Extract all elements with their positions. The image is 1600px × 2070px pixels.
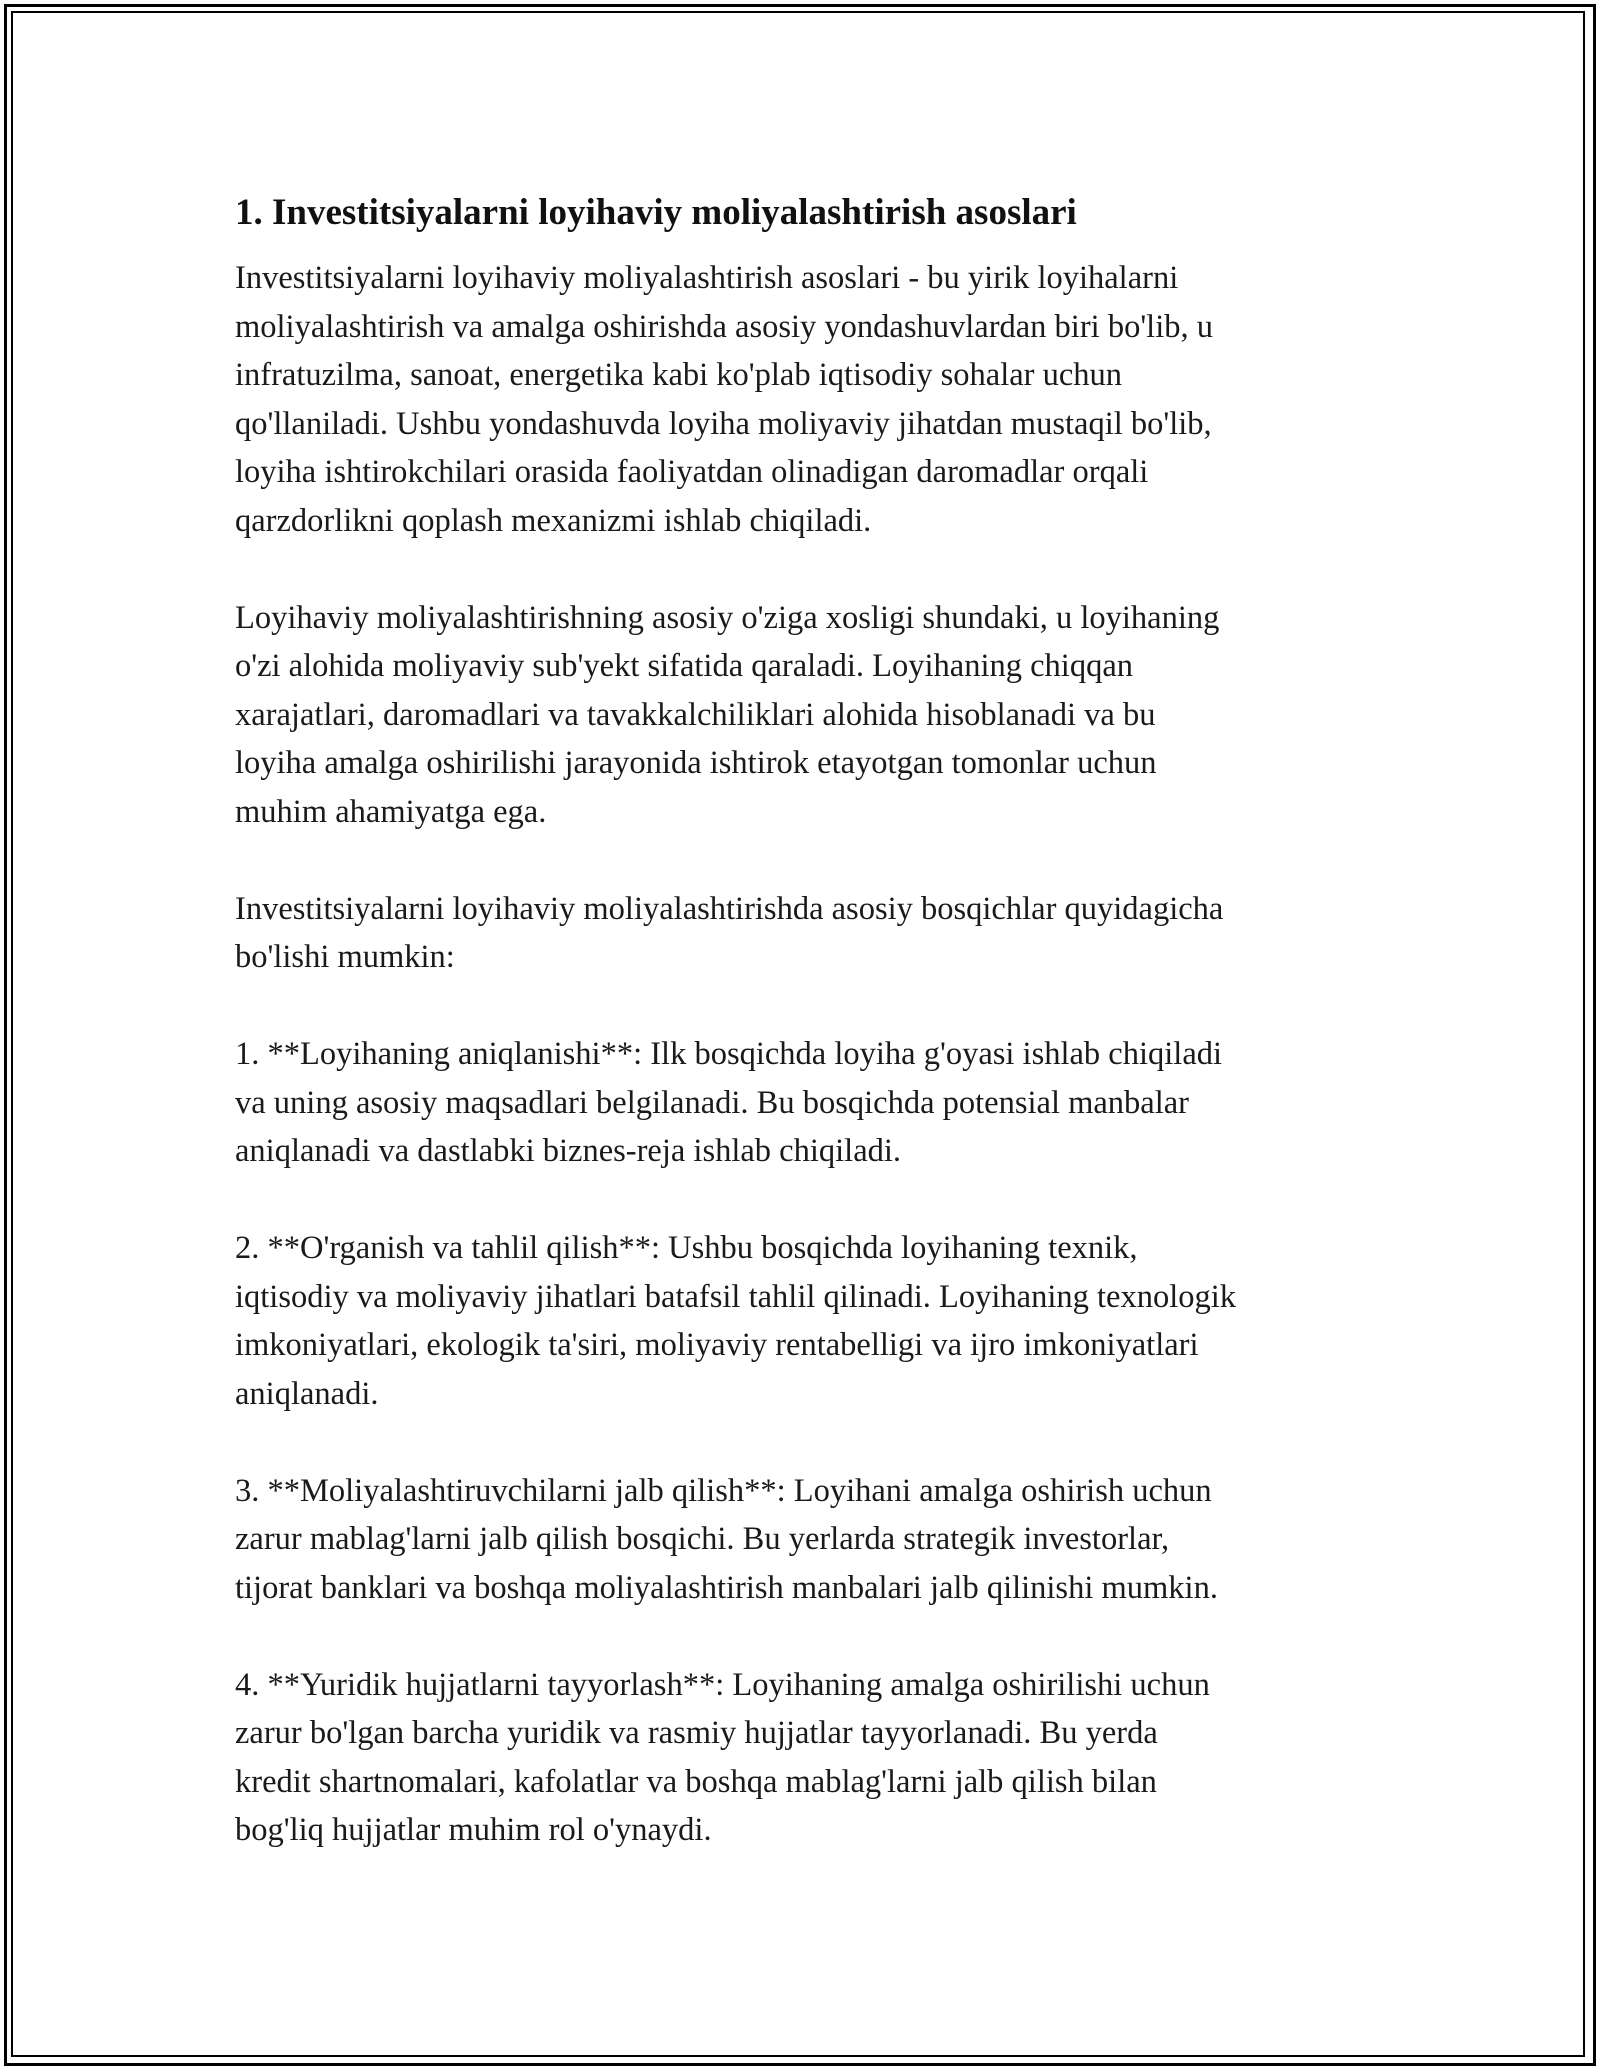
intro-paragraph: Investitsiyalarni loyihaviy moliyalashtirish asoslari - bu yirik loyihalarni moliyalashtirish va amalga oshirishda asosiy yondashuvlardan biri bo'lib, u infratuzilma, sanoat, energetika kabi ko'plab iqtisodiy sohalar uchun qo'llaniladi. Ushbu yondashuvda loyiha moliyaviy jihatdan mustaqil bo'lib, loyiha ishtirokchilari orasida faoliyatdan olinadigan daromadlar orqali qarzdorlikni qoplash mexanizmi ishlab chiqiladi. [235,260,1213,539]
stages-intro-paragraph: Investitsiyalarni loyihaviy moliyalashtirishda asosiy bosqichlar quyidagicha bo'lishi mumkin: [235,890,1224,975]
stage-1-paragraph: 1. **Loyihaning aniqlanishi**: Ilk bosqichda loyiha g'oyasi ishlab chiqiladi va uning asosiy maqsadlari belgilanadi. Bu bosqichda potensial manbalar aniqlanadi va dastlabki biznes-reja ishlab chiqiladi. [235,1036,1223,1169]
document-heading: 1. Investitsiyalarni loyihaviy moliyalashtirish asoslari [235,192,1077,233]
stage-4-paragraph: 4. **Yuridik hujjatlarni tayyorlash**: Loyihaning amalga oshirilishi uchun zarur bo'lgan barcha yuridik va rasmiy hujjatlar tayyorlanadi. Bu yerda kredit shartnomalari, kafolatlar va boshqa mablag'larni jalb qilish bilan bog'liq hujjatlar muhim rol o'ynaydi. [235,1666,1210,1848]
stage-3-paragraph: 3. **Moliyalashtiruvchilarni jalb qilish**: Loyihani amalga oshirish uchun zarur mablag'larni jalb qilish bosqichi. Bu yerlarda strategik investorlar, tijorat banklari va boshqa moliyalashtirish manbalari jalb qilinishi mumkin. [235,1472,1218,1606]
document-body [235,185,1375,1855]
features-paragraph: Loyihaviy moliyalashtirishning asosiy o'ziga xosligi shundaki, u loyihaning o'zi alohida moliyaviy sub'yekt sifatida qaraladi. Loyihaning chiqqan xarajatlari, daromadlari va tavakkalchiliklari alohida hisoblanadi va bu loyiha amalga oshirilishi jarayonida ishtirok etayotgan tomonlar uchun muhim ahamiyatga ega. [235,599,1220,830]
stage-2-paragraph: 2. **O'rganish va tahlil qilish**: Ushbu bosqichda loyihaning texnik, iqtisodiy va moliyaviy jihatlari batafsil tahlil qilinadi. Loyihaning texnologik imkoniyatlari, ekologik ta'siri, moliyaviy rentabelligi va ijro imkoniyatlari aniqlanadi. [235,1230,1237,1412]
